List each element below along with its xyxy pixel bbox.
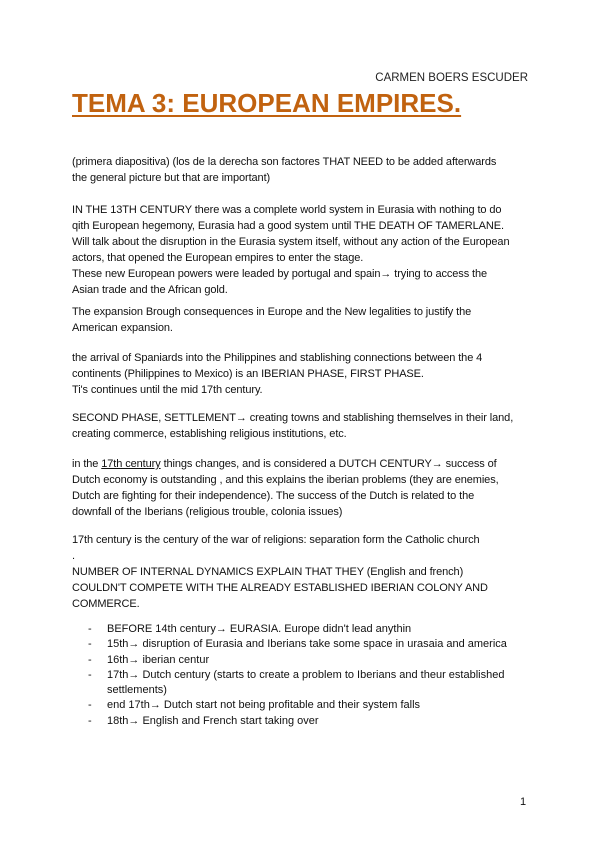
text-line: IN THE 13TH CENTURY there was a complete world system in Eurasia with nothing to do <box>72 204 502 216</box>
text-line: Ti's continues until the mid 17th century. <box>72 384 263 396</box>
timeline-list <box>88 622 507 729</box>
text-line: NUMBER OF INTERNAL DYNAMICS EXPLAIN THAT THEY (English and french) <box>72 566 464 578</box>
list-item <box>88 714 507 729</box>
list-item <box>88 668 507 699</box>
list-item <box>88 698 507 713</box>
text-line: COMMERCE. <box>72 598 140 610</box>
page-title: TEMA 3: EUROPEAN EMPIRES. <box>72 88 462 118</box>
list-item-text: 15th→ disruption of Eurasia and Iberians take some space in urasaia and america <box>107 638 507 651</box>
text-line: downfall of the Iberians (religious trouble, colonia issues) <box>72 506 343 518</box>
text-line: 17th century is the century of the war of religions: separation form the Catholic church <box>72 534 480 546</box>
text-line: actors, that opened the European empires to enter the stage. <box>72 252 364 264</box>
text-line: Dutch economy is outstanding , and this explains the iberian problems (they are enemies, <box>72 474 499 486</box>
text-line: Asian trade and the African gold. <box>72 284 228 296</box>
list-item-text: BEFORE 14th century→ EURASIA. Europe didn't lead anythin <box>107 623 412 635</box>
text-run: in the <box>72 458 102 470</box>
text-line: Will talk about the disruption in the Eurasia system itself, without any action of the European <box>72 236 510 248</box>
text-line: continents (Philippines to Mexico) is an IBERIAN PHASE, FIRST PHASE. <box>72 368 424 380</box>
list-item-text: end 17th→ Dutch start not being profitable and their system falls <box>107 699 421 712</box>
text-line: qith European hegemony, Eurasia had a good system until THE DEATH OF TAMERLANE. <box>72 220 504 232</box>
bullet-dash: - <box>88 699 92 712</box>
bullet-dash: - <box>88 623 92 635</box>
text-line: Dutch are fighting for their independence). The success of the Dutch is related to the <box>72 490 475 502</box>
text-line: American expansion. <box>72 322 173 334</box>
list-item-continuation: settlements) <box>107 684 167 697</box>
paragraph-expansion <box>72 304 542 336</box>
author-name: CARMEN BOERS ESCUDER <box>375 72 528 84</box>
list-item <box>88 622 507 637</box>
list-item <box>88 637 507 652</box>
list-item-text: 16th→ iberian centur <box>107 653 210 666</box>
page-number: 1 <box>520 796 527 808</box>
paragraph-second-phase <box>72 410 542 442</box>
bullet-dash: - <box>88 668 92 681</box>
list-item-text: 17th→ Dutch century (starts to create a problem to Iberians and theur established <box>107 668 505 681</box>
text-line: The expansion Brough consequences in Europe and the New legalities to justify the <box>72 306 472 318</box>
text-line: COULDN'T COMPETE WITH THE ALREADY ESTABLISHED IBERIAN COLONY AND <box>72 582 488 594</box>
text-run: things changes, and is considered a DUTCH CENTURY→ success of <box>160 458 497 470</box>
paragraph-dutch-century <box>72 456 542 520</box>
text-line <box>72 456 542 472</box>
text-line: the general picture but that are important) <box>72 172 271 184</box>
text-line: creating commerce, establishing religious institutions, etc. <box>72 428 347 440</box>
text-line: (primera diapositiva) (los de la derecha son factores THAT NEED to be added afterwards <box>72 156 497 168</box>
bullet-dash: - <box>88 638 92 651</box>
paragraph-iberian-phase <box>72 350 542 398</box>
underlined-text: 17th century <box>101 458 161 470</box>
list-item <box>88 653 507 668</box>
list-item-text: 18th→ English and French start taking over <box>107 714 319 727</box>
text-line: . <box>72 550 75 562</box>
text-line: SECOND PHASE, SETTLEMENT→ creating towns and stablishing themselves in their land, <box>72 412 514 424</box>
paragraph-intro <box>72 154 542 186</box>
bullet-dash: - <box>88 714 92 727</box>
paragraph-13th-century <box>72 202 542 298</box>
text-line: These new European powers were leaded by portugal and spain→ trying to access the <box>72 268 488 280</box>
bullet-dash: - <box>88 653 92 666</box>
text-line: the arrival of Spaniards into the Philippines and stablishing connections between the 4 <box>72 352 483 364</box>
paragraph-war-of-religions <box>72 532 542 612</box>
